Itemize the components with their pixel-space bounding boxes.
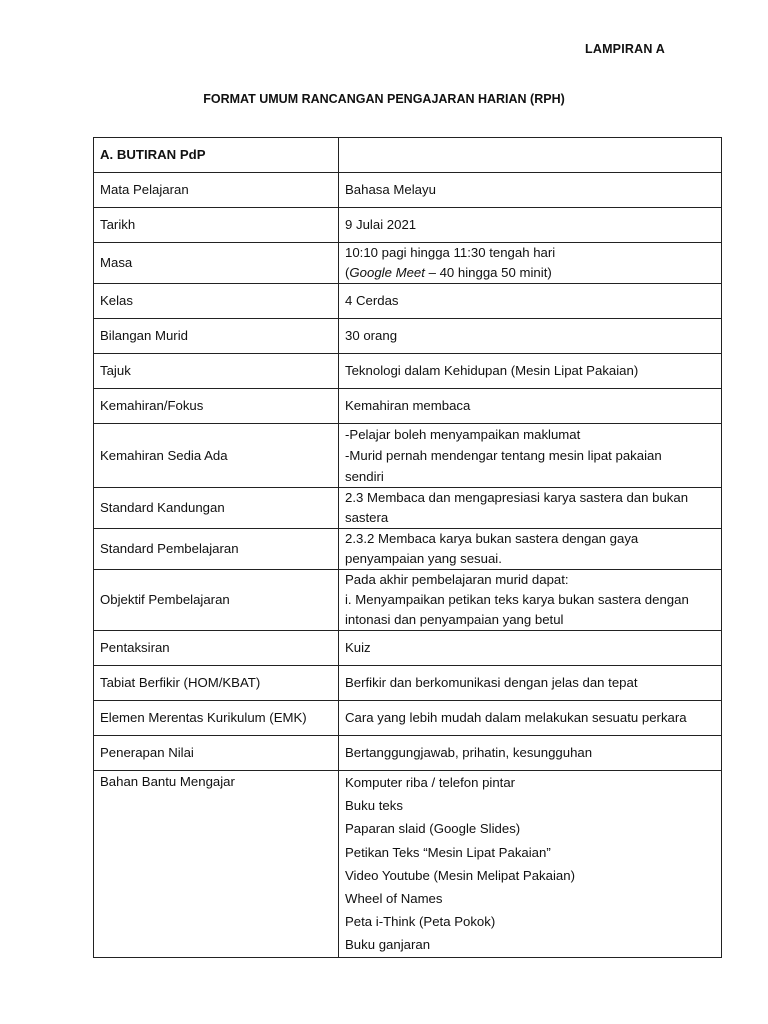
table-row [94,173,722,208]
tajuk-label: Tajuk [94,354,339,389]
masa-label: Masa [94,243,339,284]
mata-pelajaran-value: Bahasa Melayu [339,173,722,208]
pentaksiran-value: Kuiz [339,631,722,666]
table-row [94,138,722,173]
bilangan-murid-label: Bilangan Murid [94,319,339,354]
kemahiran-sedia-ada-label: Kemahiran Sedia Ada [94,424,339,488]
objektif-label: Objektif Pembelajaran [94,570,339,631]
standard-pembelajaran-line: penyampaian yang sesuai. [345,551,502,566]
table-row [94,701,722,736]
standard-pembelajaran-value [339,529,722,570]
kemahiran-sedia-ada-line: sendiri [345,469,384,484]
rph-table [93,137,722,958]
table-row [94,631,722,666]
section-heading-blank [339,138,722,173]
tabiat-berfikir-value: Berfikir dan berkomunikasi dengan jelas dan tepat [339,666,722,701]
masa-line-2: (Google Meet – 40 hingga 50 minit) [345,265,552,280]
objektif-line: intonasi dan penyampaian yang betul [345,612,564,627]
table-row [94,570,722,631]
tajuk-value: Teknologi dalam Kehidupan (Mesin Lipat Pakaian) [339,354,722,389]
standard-pembelajaran-line: 2.3.2 Membaca karya bukan sastera dengan gaya [345,531,639,546]
kelas-value: 4 Cerdas [339,284,722,319]
table-row [94,529,722,570]
standard-kandungan-value [339,488,722,529]
standard-kandungan-line: sastera [345,510,389,525]
table-row [94,771,722,958]
masa-line-1: 10:10 pagi hingga 11:30 tengah hari [345,245,556,260]
table-row [94,319,722,354]
bbm-label: Bahan Bantu Mengajar [94,771,339,958]
table-row [94,354,722,389]
standard-pembelajaran-label: Standard Pembelajaran [94,529,339,570]
emk-label: Elemen Merentas Kurikulum (EMK) [94,701,339,736]
masa-value [339,243,722,284]
bbm-item: Paparan slaid (Google Slides) [345,821,521,837]
objektif-value [339,570,722,631]
kemahiran-fokus-label: Kemahiran/Fokus [94,389,339,424]
kemahiran-sedia-ada-line: -Pelajar boleh menyampaikan maklumat [345,427,581,442]
kemahiran-fokus-value: Kemahiran membaca [339,389,722,424]
table-row [94,389,722,424]
bbm-item: Buku teks [345,798,403,814]
bbm-item: Video Youtube (Mesin Melipat Pakaian) [345,867,575,883]
table-row [94,208,722,243]
tabiat-berfikir-label: Tabiat Berfikir (HOM/KBAT) [94,666,339,701]
document-title: FORMAT UMUM RANCANGAN PENGAJARAN HARIAN (RPH) [203,92,565,106]
nilai-value: Bertanggungjawab, prihatin, kesungguhan [339,736,722,771]
table-row [94,243,722,284]
bbm-item: Peta i-Think (Peta Pokok) [345,914,496,930]
bbm-item: Wheel of Names [345,891,443,907]
appendix-label: LAMPIRAN A [585,42,666,56]
section-heading: A. BUTIRAN PdP [94,138,339,173]
tarikh-label: Tarikh [94,208,339,243]
bbm-value [339,771,722,958]
tarikh-value: 9 Julai 2021 [339,208,722,243]
masa-platform: Google Meet [349,265,425,280]
nilai-label: Penerapan Nilai [94,736,339,771]
kemahiran-sedia-ada-value [339,424,722,488]
mata-pelajaran-label: Mata Pelajaran [94,173,339,208]
bbm-item: Buku ganjaran [345,937,431,953]
standard-kandungan-label: Standard Kandungan [94,488,339,529]
pentaksiran-label: Pentaksiran [94,631,339,666]
objektif-line: Pada akhir pembelajaran murid dapat: [345,572,569,587]
table-row [94,488,722,529]
masa-duration: – 40 hingga 50 minit) [424,265,552,280]
table-row [94,424,722,488]
table-row [94,736,722,771]
table-row [94,666,722,701]
kemahiran-sedia-ada-line: -Murid pernah mendengar tentang mesin lipat pakaian [345,448,662,463]
bilangan-murid-value: 30 orang [339,319,722,354]
bbm-item: Komputer riba / telefon pintar [345,775,516,790]
kelas-label: Kelas [94,284,339,319]
objektif-line: i. Menyampaikan petikan teks karya bukan sastera dengan [345,592,689,607]
table-row [94,284,722,319]
emk-value: Cara yang lebih mudah dalam melakukan sesuatu perkara [339,701,722,736]
bbm-item: Petikan Teks “Mesin Lipat Pakaian” [345,844,551,860]
standard-kandungan-line: 2.3 Membaca dan mengapresiasi karya sastera dan bukan [345,490,689,505]
